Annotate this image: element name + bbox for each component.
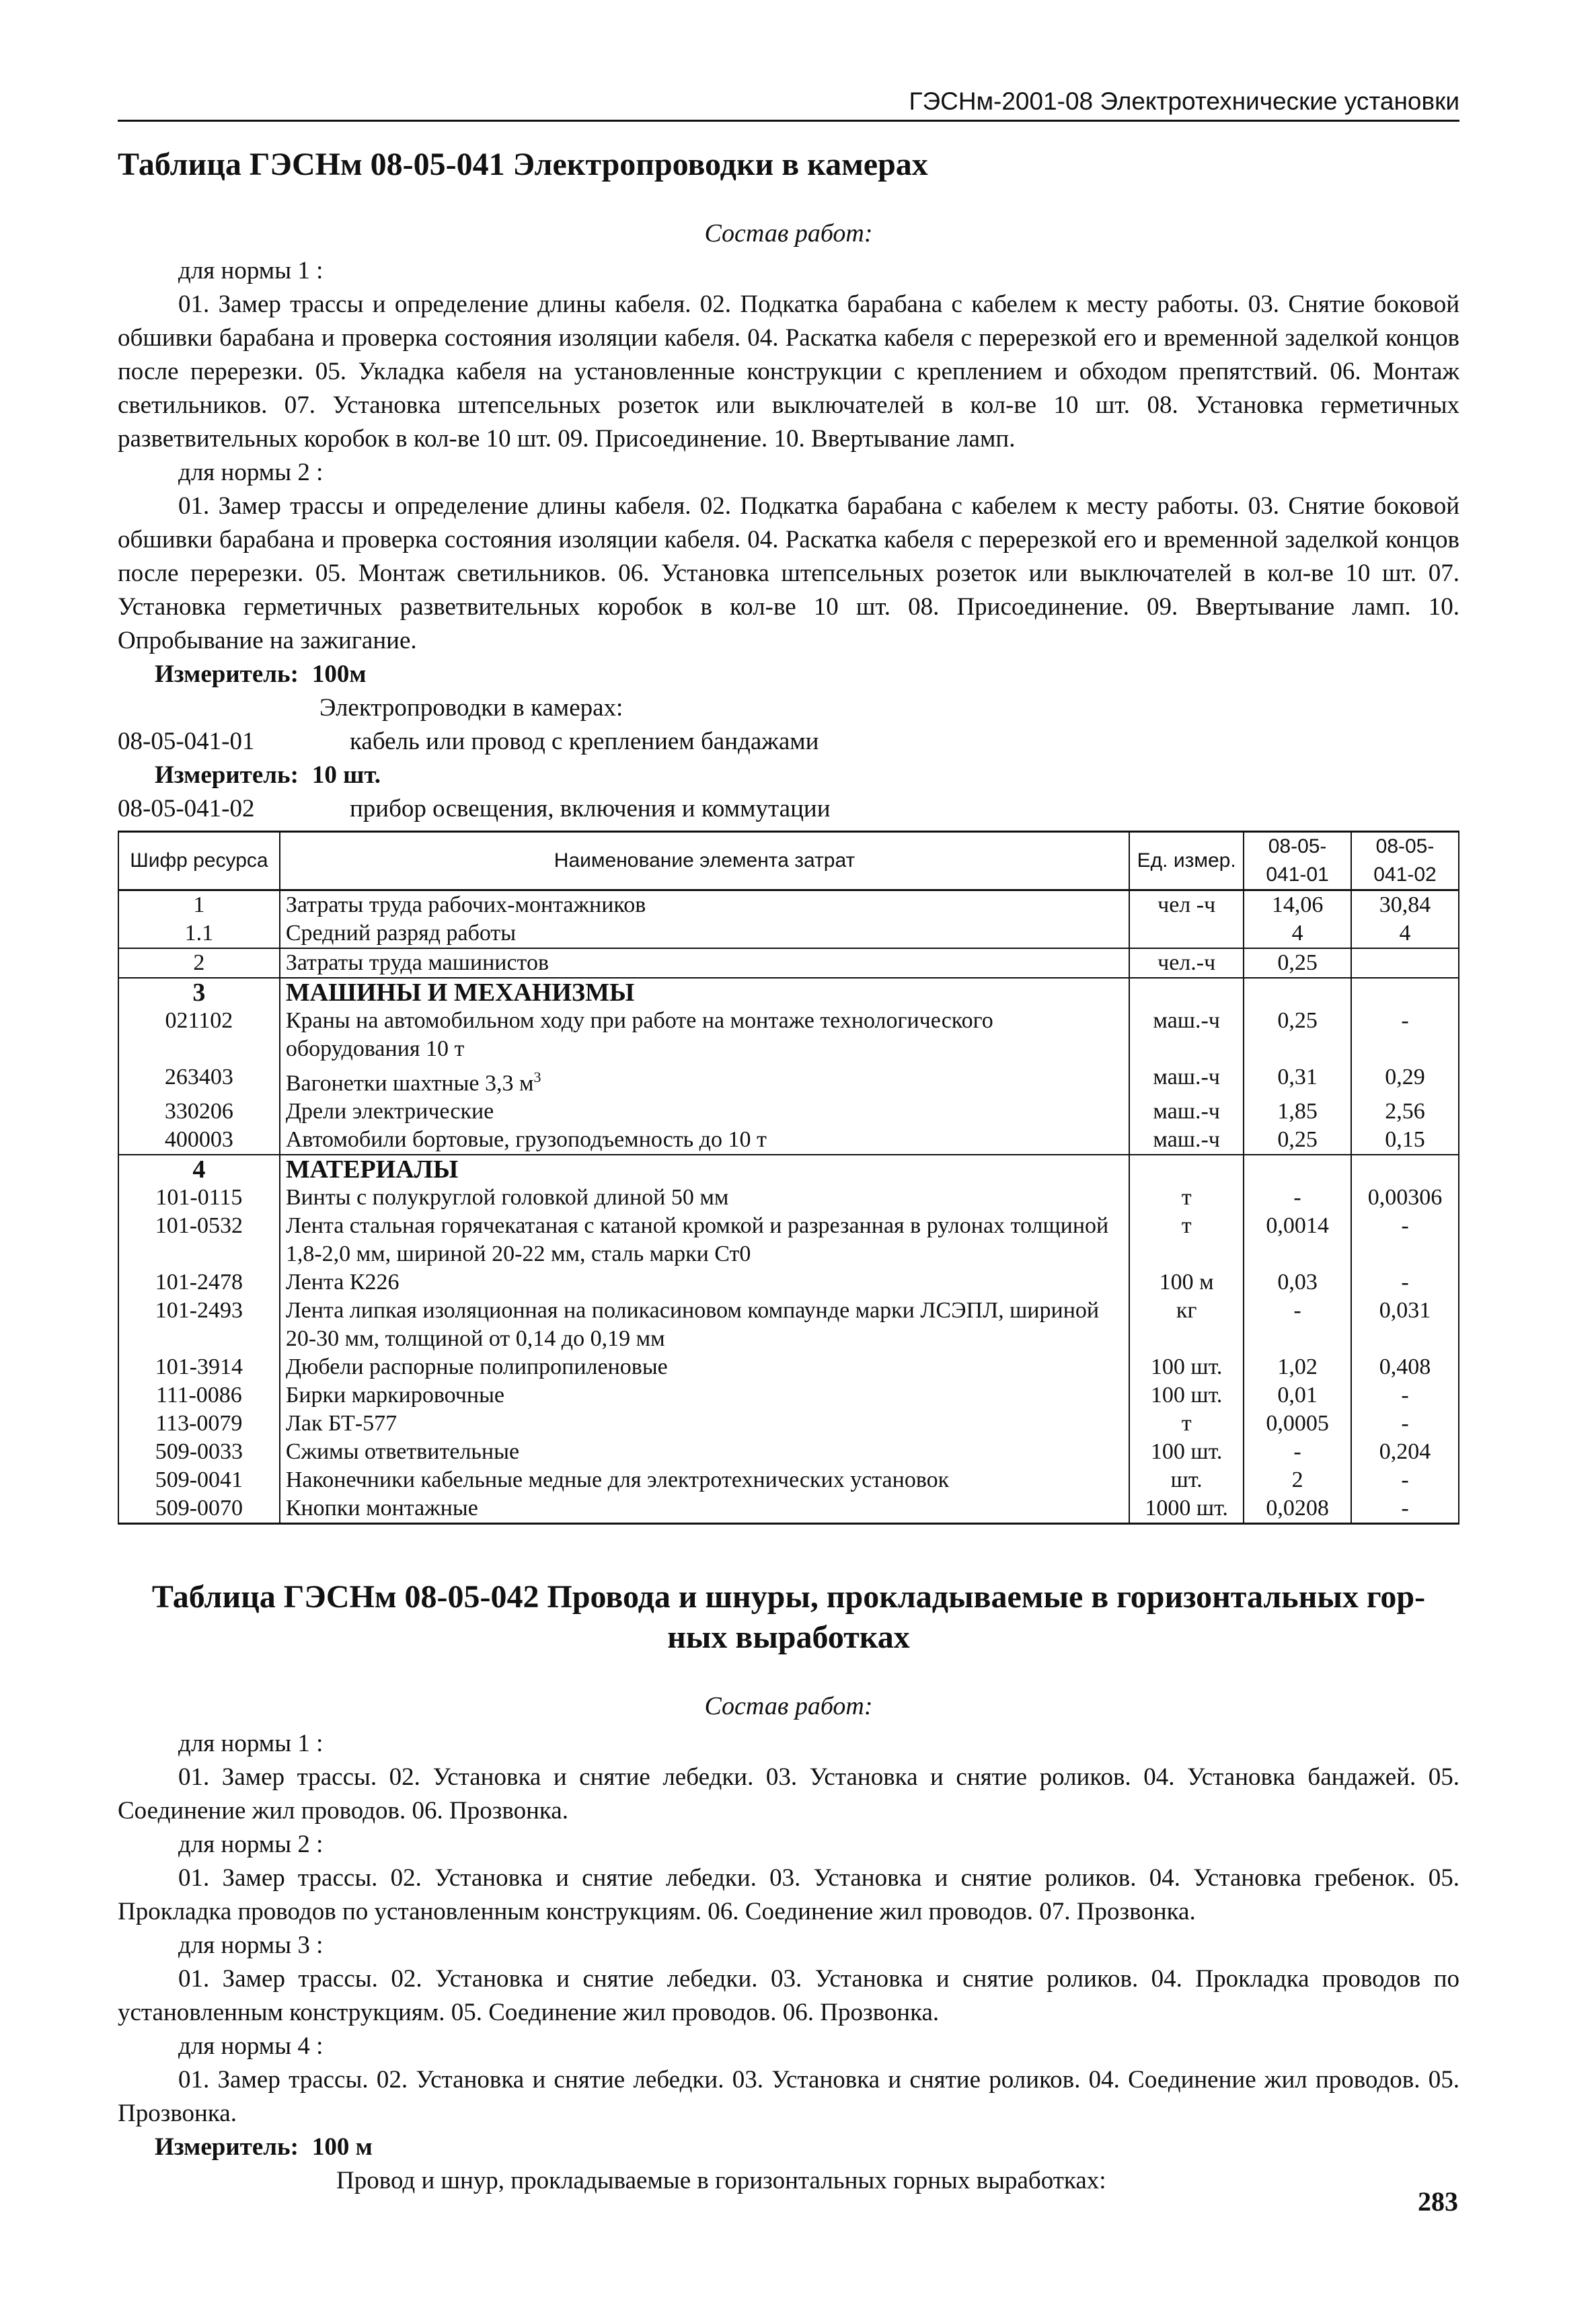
cell-value-1-text: - — [1293, 1185, 1301, 1211]
cell-value-2 — [1351, 948, 1459, 978]
table1-title: Таблица ГЭСНм 08-05-041 Электропроводки в камерах — [118, 147, 928, 182]
cell-value-1 — [1244, 890, 1351, 920]
cell-name — [280, 1297, 1129, 1353]
cell-name — [280, 1494, 1129, 1524]
t2-meter-label: Измеритель: — [155, 2133, 299, 2161]
cell-name — [280, 1126, 1129, 1155]
cell-unit — [1129, 890, 1244, 920]
meter1 — [118, 658, 1459, 691]
cell-unit-text: маш.-ч — [1153, 1099, 1220, 1124]
cell-value-1 — [1244, 1353, 1351, 1381]
cell-value-2-text: - — [1401, 1496, 1409, 1521]
cell-name-text: Автомобили бортовые, грузоподъемность до 10 т — [285, 1127, 767, 1153]
table1-works — [118, 254, 1459, 826]
cell-name-text: Дрели электрические — [285, 1099, 494, 1124]
cell-code — [118, 1297, 280, 1353]
cell-value-1 — [1244, 1438, 1351, 1466]
page-number: 283 — [1418, 2186, 1458, 2217]
cell-name — [280, 1098, 1129, 1126]
superscript: 3 — [533, 1069, 541, 1085]
col-name: Наименование элемента затрат — [280, 832, 1129, 890]
col-unit: Ед. измер. — [1129, 832, 1244, 890]
t2-norm2-label: для нормы 2 : — [178, 1831, 324, 1858]
cell-value-1-text: - — [1293, 1439, 1301, 1465]
cell-name — [280, 948, 1129, 978]
cell-unit — [1129, 1381, 1244, 1410]
cell-value-2-text: - — [1401, 1270, 1409, 1295]
cell-unit — [1129, 978, 1244, 1007]
cell-value-1-text: 14,06 — [1271, 892, 1324, 917]
table-row — [118, 1410, 1459, 1438]
cell-name-text: Затраты труда рабочих-монтажников — [285, 892, 646, 917]
cell-code-text: 400003 — [164, 1127, 233, 1153]
cell-name — [280, 1063, 1129, 1098]
cell-unit-text: т — [1181, 1213, 1192, 1239]
code2-desc: прибор освещения, включения и коммутации — [350, 795, 831, 822]
cell-value-1-text: 2 — [1291, 1467, 1303, 1493]
cell-code-text: 101-0532 — [155, 1213, 243, 1239]
cell-value-1 — [1244, 1494, 1351, 1524]
col-code: Шифр ресурса — [118, 832, 280, 890]
cell-unit — [1129, 1155, 1244, 1184]
cell-unit — [1129, 1466, 1244, 1494]
cell-value-1 — [1244, 1098, 1351, 1126]
t2-norm1-label: для нормы 1 : — [178, 1730, 324, 1757]
cell-code-text: 2 — [193, 950, 205, 975]
cell-value-2-text: 4 — [1399, 921, 1411, 946]
cell-name-text: МАТЕРИАЛЫ — [285, 1155, 459, 1184]
cell-name — [280, 890, 1129, 920]
cell-code-text: 4 — [192, 1155, 206, 1184]
cell-name — [280, 1466, 1129, 1494]
cell-name — [280, 1438, 1129, 1466]
col-v2: 08-05-041-02 — [1351, 832, 1459, 890]
cell-code — [118, 948, 280, 978]
t2-norm2-text: 01. Замер трассы. 02. Установка и снятие лебедки. 03. Установка и снятие роликов. 04. Установка гребенок. 05. Прокладка проводов по установленным конструкциям. 06. Соединение жил проводов. 07. Прозвонка. — [118, 1864, 1459, 1925]
cell-code — [118, 1184, 280, 1212]
t2-meter-value: 100 м — [311, 2133, 373, 2161]
cell-name — [280, 919, 1129, 948]
cell-value-1-text: 0,31 — [1277, 1065, 1318, 1089]
table-row — [118, 1466, 1459, 1494]
t2-norm4-text: 01. Замер трассы. 02. Установка и снятие лебедки. 03. Установка и снятие роликов. 04. Соединение жил проводов. 05. Прозвонка. — [118, 2066, 1459, 2127]
cell-name-text: Лак БТ-577 — [285, 1411, 397, 1436]
cell-name-text: Бирки маркировочные — [285, 1383, 505, 1408]
cell-value-2-text: 0,00306 — [1367, 1185, 1443, 1211]
cell-unit-text: маш.-ч — [1153, 1008, 1220, 1033]
cell-value-2-text: 2,56 — [1385, 1099, 1425, 1124]
cell-value-1-text: - — [1293, 1298, 1301, 1324]
cell-value-2 — [1351, 1268, 1459, 1297]
cell-value-2 — [1351, 1438, 1459, 1466]
cell-value-1 — [1244, 1063, 1351, 1098]
table-row — [118, 1212, 1459, 1268]
cell-name-text: Лента липкая изоляционная на поликасиновом компаунде марки ЛСЭПЛ, шириной 20-30 мм, толщиной от 0,14 до 0,19 мм — [285, 1298, 1100, 1352]
running-header: ГЭСНм-2001-08 Электротехнические установки — [118, 87, 1459, 122]
resource-table-body — [118, 890, 1459, 1524]
cell-value-1 — [1244, 1381, 1351, 1410]
cell-code — [118, 1268, 280, 1297]
cell-name — [280, 1381, 1129, 1410]
cell-name-text: МАШИНЫ И МЕХАНИЗМЫ — [285, 979, 635, 1007]
cell-name-text: Затраты труда машинистов — [285, 950, 549, 975]
cell-name — [280, 1212, 1129, 1268]
meter1-value: 100м — [311, 660, 367, 688]
cell-value-1-text: 0,25 — [1277, 1127, 1318, 1153]
cell-value-1-text: 0,03 — [1277, 1270, 1318, 1295]
code1-row — [118, 725, 1459, 759]
table-row — [118, 1268, 1459, 1297]
cell-value-2-text: 0,204 — [1379, 1439, 1431, 1465]
meter2-value: 10 шт. — [311, 761, 381, 789]
t2-norm3-text: 01. Замер трассы. 02. Установка и снятие лебедки. 03. Установка и снятие роликов. 04. Прокладка проводов по установленным конструкциям. 05. Соединение жил проводов. 06. Прозвонка. — [118, 1965, 1459, 2026]
table2-works — [118, 1727, 1459, 2198]
table-row — [118, 1494, 1459, 1524]
cell-code-text: 330206 — [164, 1099, 233, 1124]
cell-code — [118, 1410, 280, 1438]
cell-value-1-text: 0,25 — [1277, 1008, 1318, 1033]
cell-code-text: 101-2493 — [155, 1298, 243, 1324]
cell-code-text: 101-2478 — [155, 1270, 243, 1295]
cell-value-2 — [1351, 1098, 1459, 1126]
table-row — [118, 1381, 1459, 1410]
cell-value-2-text: 0,29 — [1385, 1065, 1425, 1089]
cell-value-1 — [1244, 919, 1351, 948]
cell-code-text: 113-0079 — [155, 1411, 243, 1436]
code2-row — [118, 792, 1459, 826]
t2-norm1-text: 01. Замер трассы. 02. Установка и снятие лебедки. 03. Установка и снятие роликов. 04. Установка бандажей. 05. Соединение жил проводов. 06. Прозвонка. — [118, 1763, 1459, 1825]
cell-name — [280, 1007, 1129, 1063]
cell-name — [280, 1353, 1129, 1381]
cell-name-text: Краны на автомобильном ходу при работе на монтаже технологического оборудования 10 т — [285, 1008, 993, 1061]
cell-unit — [1129, 1494, 1244, 1524]
cell-name-text: Винты с полукруглой головкой длиной 50 мм — [285, 1185, 729, 1211]
cell-unit-text: шт. — [1170, 1467, 1203, 1493]
cell-value-2-text: - — [1401, 1213, 1409, 1239]
cell-value-1 — [1244, 948, 1351, 978]
cell-unit — [1129, 948, 1244, 978]
cell-unit — [1129, 1126, 1244, 1155]
cell-name — [280, 1184, 1129, 1212]
cell-code-text: 101-0115 — [155, 1185, 243, 1211]
cell-name — [280, 1155, 1129, 1184]
table1-composition-label: Состав работ: — [704, 219, 873, 247]
table-row — [118, 1007, 1459, 1063]
cell-code-text: 3 — [192, 979, 206, 1007]
cell-value-2 — [1351, 1466, 1459, 1494]
cell-unit-text: 100 м — [1159, 1270, 1214, 1295]
cell-name — [280, 978, 1129, 1007]
cell-unit — [1129, 1063, 1244, 1098]
table-row — [118, 1126, 1459, 1155]
resource-table-header — [118, 832, 1459, 890]
table-row — [118, 1155, 1459, 1184]
cell-code — [118, 1438, 280, 1466]
code1: 08-05-041-01 — [118, 728, 255, 755]
cell-code-text: 509-0033 — [155, 1439, 243, 1465]
cell-code — [118, 919, 280, 948]
table-row — [118, 1297, 1459, 1353]
cell-value-2-text: - — [1401, 1467, 1409, 1493]
resource-table — [118, 831, 1459, 1525]
cell-code — [118, 1155, 280, 1184]
cell-value-2-text: - — [1401, 1008, 1409, 1033]
cell-unit-text: т — [1181, 1411, 1192, 1436]
cell-value-2 — [1351, 1126, 1459, 1155]
cell-value-2 — [1351, 1410, 1459, 1438]
cell-value-2-text: - — [1401, 1383, 1409, 1408]
cell-code-text: 021102 — [165, 1008, 233, 1033]
table-row — [118, 1438, 1459, 1466]
cell-value-2 — [1351, 1353, 1459, 1381]
cell-value-2 — [1351, 1007, 1459, 1063]
cell-value-1 — [1244, 1212, 1351, 1268]
cell-code-text: 1 — [193, 892, 205, 917]
meter2-label: Измеритель: — [155, 761, 299, 789]
table2-title-line1: Таблица ГЭСНм 08-05-042 Провода и шнуры, прокладываемые в горизонтальных гор- — [151, 1579, 1426, 1615]
cell-value-1-text: 0,01 — [1277, 1383, 1318, 1408]
norm1-text: 01. Замер трассы и определение длины кабеля. 02. Подкатка барабана с кабелем к месту работы. 03. Снятие боковой обшивки барабана и проверка состояния изоляции кабеля. 04. Раскатка кабеля с перерезкой его и временной заделкой концов после перерезки. 05. Укладка кабеля на установленные конструкции с креплением и обходом препятствий. 06. Монтаж светильников. 07. Установка штепсельных розеток или выключателей в кол-ве 10 шт. 08. Установка герметичных разветвительных коробок в кол-ве 10 шт. 09. Присоединение. 10. Ввертывание ламп. — [118, 291, 1459, 453]
cell-code — [118, 1353, 280, 1381]
cell-code-text: 1.1 — [184, 921, 214, 946]
table-row — [118, 1098, 1459, 1126]
cell-value-2 — [1351, 1381, 1459, 1410]
cell-code-text: 263403 — [164, 1065, 233, 1089]
cell-value-2 — [1351, 1494, 1459, 1524]
table-row — [118, 1353, 1459, 1381]
cell-value-2-text: 0,031 — [1379, 1298, 1431, 1324]
cell-value-1 — [1244, 1184, 1351, 1212]
cell-value-2 — [1351, 978, 1459, 1007]
norm2-label: для нормы 2 : — [178, 459, 324, 486]
cell-value-1 — [1244, 1126, 1351, 1155]
cell-name-text: Лента стальная горячекатаная с катаной кромкой и разрезанная в рулонах толщиной 1,8-2,0 мм, шириной 20-22 мм, сталь марки Ст0 — [285, 1213, 1109, 1267]
cell-value-1 — [1244, 978, 1351, 1007]
cell-unit-text: маш.-ч — [1153, 1065, 1220, 1089]
table-row — [118, 1063, 1459, 1098]
table2-composition-label: Состав работ: — [704, 1692, 873, 1720]
cell-value-1 — [1244, 1466, 1351, 1494]
cell-unit-text: маш.-ч — [1153, 1127, 1220, 1153]
cell-name-text: Вагонетки шахтные 3,3 м — [285, 1071, 534, 1096]
cell-code — [118, 890, 280, 920]
cell-unit-text: т — [1181, 1185, 1192, 1211]
cell-value-2 — [1351, 1297, 1459, 1353]
cell-code — [118, 1126, 280, 1155]
table-row — [118, 948, 1459, 978]
cell-unit-text: чел -ч — [1157, 892, 1216, 917]
cell-name-text: Дюбели распорные полипропиленовые — [285, 1354, 668, 1380]
cell-code — [118, 1063, 280, 1098]
cell-unit — [1129, 1297, 1244, 1353]
cell-value-2 — [1351, 1184, 1459, 1212]
cell-value-1-text: 0,0208 — [1266, 1496, 1329, 1521]
cell-value-1 — [1244, 1297, 1351, 1353]
cell-code-text: 509-0041 — [155, 1467, 243, 1493]
cell-value-1 — [1244, 1007, 1351, 1063]
norm2-text: 01. Замер трассы и определение длины кабеля. 02. Подкатка барабана с кабелем к месту работы. 03. Снятие боковой обшивки барабана и проверка состояния изоляции кабеля. 04. Раскатка кабеля с перерезкой его и временной заделкой концов после перерезки. 05. Монтаж светильников. 06. Установка штепсельных розеток или выключателей в кол-ве 10 шт. 07. Установка герметичных разветвительных коробок в кол-ве 10 шт. 08. Присоединение. 09. Ввертывание ламп. 10. Опробывание на зажигание. — [118, 492, 1459, 654]
cell-value-1-text: 0,0014 — [1266, 1213, 1329, 1239]
cell-unit — [1129, 1212, 1244, 1268]
cell-unit-text: 100 шт. — [1150, 1383, 1223, 1408]
table2-title — [118, 1577, 1459, 1658]
cell-name-text: Кнопки монтажные — [285, 1496, 478, 1521]
cell-code-text: 111-0086 — [156, 1383, 242, 1408]
cell-name-text: Лента К226 — [285, 1270, 400, 1295]
cell-value-2 — [1351, 1155, 1459, 1184]
table2-title-line2: ных выработках — [667, 1619, 910, 1655]
cell-value-2 — [1351, 919, 1459, 948]
cell-unit-text: чел.-ч — [1157, 950, 1216, 975]
cell-value-2 — [1351, 890, 1459, 920]
cell-unit — [1129, 1353, 1244, 1381]
norm1-label: для нормы 1 : — [178, 257, 324, 284]
cell-code — [118, 1466, 280, 1494]
cell-unit-text: 100 шт. — [1150, 1439, 1223, 1465]
cell-value-2 — [1351, 1212, 1459, 1268]
cell-value-2-text: 0,408 — [1379, 1354, 1431, 1380]
cell-value-1-text: 1,02 — [1277, 1354, 1318, 1380]
cell-name — [280, 1268, 1129, 1297]
cell-unit — [1129, 1438, 1244, 1466]
code2: 08-05-041-02 — [118, 795, 255, 822]
cell-value-2 — [1351, 1063, 1459, 1098]
cell-value-1 — [1244, 1410, 1351, 1438]
cell-value-1 — [1244, 1155, 1351, 1184]
table1-subheading: Электропроводки в камерах: — [319, 694, 623, 722]
cell-name-text: Средний разряд работы — [285, 921, 517, 946]
cell-code — [118, 1098, 280, 1126]
cell-value-1-text: 1,85 — [1277, 1099, 1318, 1124]
t2-norm3-label: для нормы 3 : — [178, 1931, 324, 1959]
cell-code — [118, 1494, 280, 1524]
cell-code — [118, 1212, 280, 1268]
cell-name-text: Наконечники кабельные медные для электротехнических установок — [285, 1467, 950, 1493]
table-row — [118, 919, 1459, 948]
meter1-label: Измеритель: — [155, 660, 299, 688]
cell-code-text: 101-3914 — [155, 1354, 243, 1380]
table2-subheading: Провод и шнур, прокладываемые в горизонтальных горных выработках: — [336, 2167, 1106, 2194]
cell-unit-text: 1000 шт. — [1145, 1496, 1228, 1521]
cell-value-2-text: - — [1401, 1411, 1409, 1436]
cell-code — [118, 1007, 280, 1063]
table-row — [118, 1184, 1459, 1212]
cell-value-2-text: 30,84 — [1379, 892, 1431, 917]
cell-name-text: Сжимы ответвительные — [285, 1439, 520, 1465]
cell-unit — [1129, 1410, 1244, 1438]
cell-value-1-text: 0,25 — [1277, 950, 1318, 975]
cell-unit-text: кг — [1176, 1298, 1197, 1324]
cell-code — [118, 978, 280, 1007]
cell-name — [280, 1410, 1129, 1438]
t2-norm4-label: для нормы 4 : — [178, 2032, 324, 2060]
cell-value-1-text: 4 — [1291, 921, 1303, 946]
t2-meter — [118, 2131, 1459, 2164]
cell-value-1-text: 0,0005 — [1266, 1411, 1329, 1436]
cell-value-1 — [1244, 1268, 1351, 1297]
cell-unit — [1129, 1007, 1244, 1063]
cell-unit — [1129, 1098, 1244, 1126]
cell-unit — [1129, 1184, 1244, 1212]
col-v1: 08-05-041-01 — [1244, 832, 1351, 890]
meter2 — [118, 759, 1459, 792]
code1-desc: кабель или провод с креплением бандажами — [350, 728, 819, 755]
cell-unit — [1129, 1268, 1244, 1297]
table-row — [118, 978, 1459, 1007]
cell-unit-text: 100 шт. — [1150, 1354, 1223, 1380]
cell-value-2-text: 0,15 — [1385, 1127, 1425, 1153]
cell-code-text: 509-0070 — [155, 1496, 243, 1521]
table-row — [118, 890, 1459, 920]
cell-code — [118, 1381, 280, 1410]
cell-unit — [1129, 919, 1244, 948]
